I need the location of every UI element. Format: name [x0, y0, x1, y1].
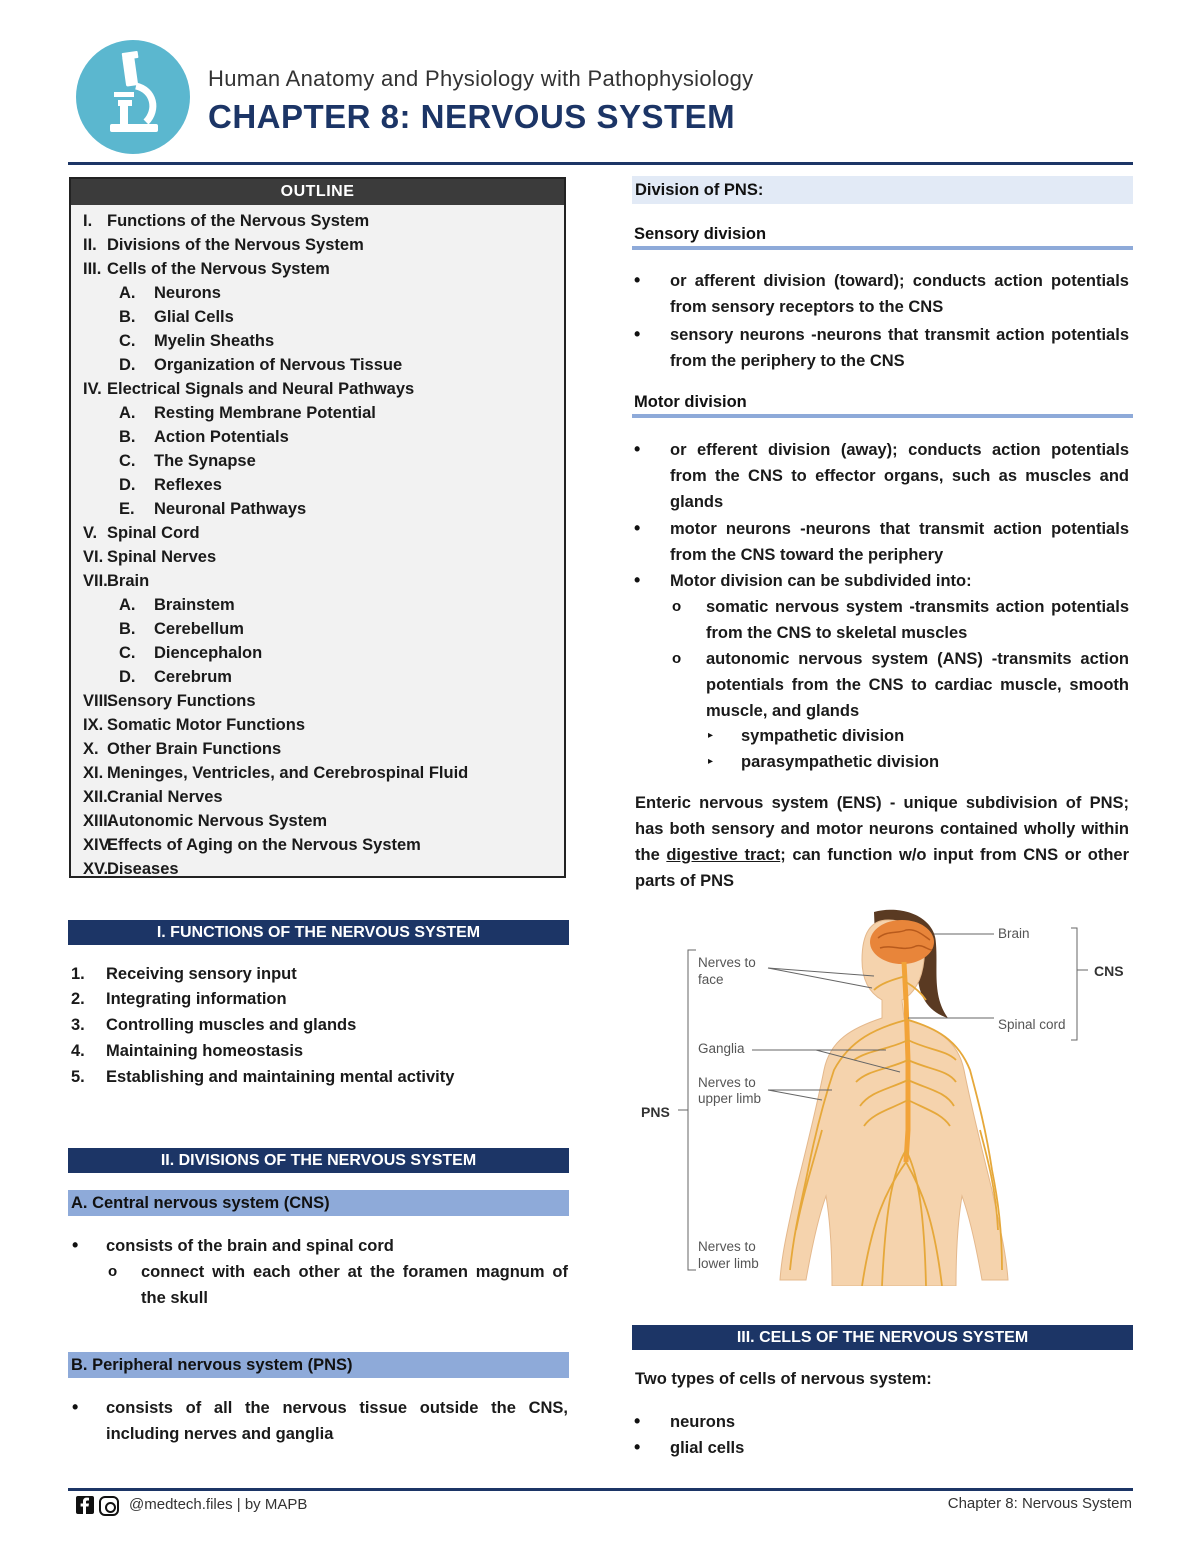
outline-item: XV. Diseases — [83, 860, 179, 878]
cell-type: neurons — [670, 1413, 736, 1431]
enteric-paragraph: Enteric nervous system (ENS) - unique subdivision of PNS; has both sensory and motor neurons contained wholly within the digestive tract; can function w/o input from CNS or other parts of PNS — [635, 794, 1130, 890]
circle-bullet-icon: o — [672, 598, 682, 615]
label-ganglia: Ganglia — [698, 1041, 745, 1056]
outline-item: IX. Somatic Motor Functions — [83, 716, 305, 734]
nervous-system-figure — [636, 900, 1132, 1286]
outline-item: X. Other Brain Functions — [83, 740, 282, 758]
cns-bullet: consists of the brain and spinal cord — [106, 1237, 394, 1255]
outline-list — [71, 205, 564, 881]
outline-item: VI. Spinal Nerves — [83, 548, 217, 566]
ans-subbullet: sympathetic division — [741, 727, 905, 745]
outline-item: III. Cells of the Nervous System — [83, 260, 330, 278]
outline-subitem: B. Glial Cells — [119, 308, 234, 326]
outline-heading: OUTLINE — [71, 179, 564, 205]
outline-item: XII. Cranial Nerves — [83, 788, 223, 806]
outline-subitem: C. Myelin Sheaths — [119, 332, 275, 350]
label-nerves-upper: upper limb — [698, 1091, 762, 1106]
label-brain: Brain — [998, 926, 1030, 941]
cell-type: glial cells — [670, 1439, 745, 1457]
chapter-title: CHAPTER 8: NERVOUS SYSTEM — [208, 98, 736, 135]
footer-handle: @medtech.files | by MAPB — [129, 1496, 308, 1513]
label-nerves-face: face — [698, 972, 724, 987]
outline-item: IV. Electrical Signals and Neural Pathways — [83, 380, 415, 398]
outline-subitem: B. Cerebellum — [119, 620, 244, 638]
sensory-bullet: or afferent division (toward); conducts action potentials from sensory receptors to the CNS — [670, 272, 1129, 316]
bullet-icon: • — [634, 1437, 641, 1457]
section-cells-heading: III. CELLS OF THE NERVOUS SYSTEM — [632, 1325, 1133, 1350]
outline-item: V. Spinal Cord — [83, 524, 200, 542]
digestive-tract-term: digestive tract — [666, 846, 781, 864]
motor-bullet: motor neurons -neurons that transmit action potentials from the CNS toward the periphery — [670, 520, 1129, 564]
sensory-division-heading: Sensory division — [632, 222, 1133, 250]
outline-subitem: A. Neurons — [119, 284, 221, 302]
arrow-bullet-icon: ▸ — [708, 730, 714, 741]
label-spinal-cord: Spinal cord — [998, 1017, 1066, 1032]
motor-subbullet: somatic nervous system -transmits action potentials from the CNS to skeletal muscles — [706, 598, 1129, 642]
bullet-icon: • — [72, 1235, 79, 1255]
microscope-icon — [76, 40, 190, 154]
function-item: Integrating information — [106, 990, 287, 1008]
outline-subitem: D. Cerebrum — [119, 668, 232, 686]
label-nerves-lower: lower limb — [698, 1256, 759, 1271]
bullet-icon: • — [634, 324, 641, 344]
label-cns: CNS — [1094, 963, 1124, 979]
function-num: 4. — [71, 1042, 85, 1060]
ans-subbullet: parasympathetic division — [741, 753, 940, 771]
sensory-bullet: sensory neurons -neurons that transmit action potentials from the periphery to the CNS — [670, 326, 1129, 370]
function-num: 1. — [71, 965, 85, 983]
section-divisions-heading: II. DIVISIONS OF THE NERVOUS SYSTEM — [68, 1148, 569, 1173]
label-pns: PNS — [641, 1104, 670, 1120]
footer-divider — [68, 1488, 1133, 1491]
cns-subbullet: connect with each other at the foramen magnum of the skull — [141, 1263, 568, 1307]
outline-box — [69, 177, 566, 878]
outline-subitem: A. Resting Membrane Potential — [119, 404, 376, 422]
function-num: 3. — [71, 1016, 85, 1034]
function-item: Maintaining homeostasis — [106, 1042, 304, 1060]
pns-division-heading: Division of PNS: — [632, 176, 1133, 204]
microscope-logo — [76, 40, 190, 154]
outline-item: II. Divisions of the Nervous System — [83, 236, 364, 254]
function-item: Establishing and maintaining mental activity — [106, 1068, 455, 1086]
book-subtitle: Human Anatomy and Physiology with Pathophysiology — [208, 66, 754, 91]
function-num: 5. — [71, 1068, 85, 1086]
outline-subitem: D. Organization of Nervous Tissue — [119, 356, 403, 374]
outline-item: VII. Brain — [83, 572, 150, 590]
pns-bullet: consists of all the nervous tissue outside the CNS, including nerves and ganglia — [106, 1399, 568, 1443]
cells-intro: Two types of cells of nervous system: — [635, 1370, 932, 1388]
function-item: Controlling muscles and glands — [106, 1016, 357, 1034]
outline-subitem: E. Neuronal Pathways — [119, 500, 307, 518]
circle-bullet-icon: o — [108, 1263, 118, 1280]
function-item: Receiving sensory input — [106, 965, 297, 983]
outline-item: XIII. Autonomic Nervous System — [83, 812, 328, 830]
bullet-icon: • — [634, 439, 641, 459]
motor-bullet: or efferent division (away); conducts action potentials from the CNS to effector organs, such as muscles and glands — [670, 441, 1129, 511]
instagram-icon — [99, 1496, 119, 1516]
motor-division-heading: Motor division — [632, 390, 1133, 418]
cns-heading: A. Central nervous system (CNS) — [68, 1190, 569, 1216]
outline-subitem: A. Brainstem — [119, 596, 235, 614]
outline-subitem: D. Reflexes — [119, 476, 222, 494]
outline-item: XIV. Effects of Aging on the Nervous System — [83, 836, 421, 854]
header-divider — [68, 162, 1133, 165]
label-nerves-upper: Nerves to — [698, 1075, 756, 1090]
footer-chapter: Chapter 8: Nervous System — [947, 1495, 1132, 1512]
motor-subbullet: autonomic nervous system (ANS) -transmits action potentials from the CNS to cardiac muscle, smooth muscle, and glands — [706, 650, 1129, 720]
outline-subitem: C. The Synapse — [119, 452, 256, 470]
bullet-icon: • — [634, 570, 641, 590]
function-num: 2. — [71, 990, 85, 1008]
outline-subitem: C. Diencephalon — [119, 644, 263, 662]
bullet-icon: • — [634, 518, 641, 538]
arrow-bullet-icon: ▸ — [708, 756, 714, 767]
outline-item: XI. Meninges, Ventricles, and Cerebrospinal Fluid — [83, 764, 469, 782]
bullet-icon: • — [634, 270, 641, 290]
section-functions-heading: I. FUNCTIONS OF THE NERVOUS SYSTEM — [68, 920, 569, 945]
bullet-icon: • — [72, 1397, 79, 1417]
outline-item: VIII. Sensory Functions — [83, 692, 256, 710]
circle-bullet-icon: o — [672, 650, 682, 667]
pns-heading: B. Peripheral nervous system (PNS) — [68, 1352, 569, 1378]
label-nerves-face: Nerves to — [698, 955, 756, 970]
motor-bullet: Motor division can be subdivided into: — [670, 572, 972, 590]
bullet-icon: • — [634, 1411, 641, 1431]
label-nerves-lower: Nerves to — [698, 1239, 756, 1254]
outline-item: I. Functions of the Nervous System — [83, 212, 370, 230]
facebook-icon — [76, 1496, 94, 1514]
outline-subitem: B. Action Potentials — [119, 428, 289, 446]
